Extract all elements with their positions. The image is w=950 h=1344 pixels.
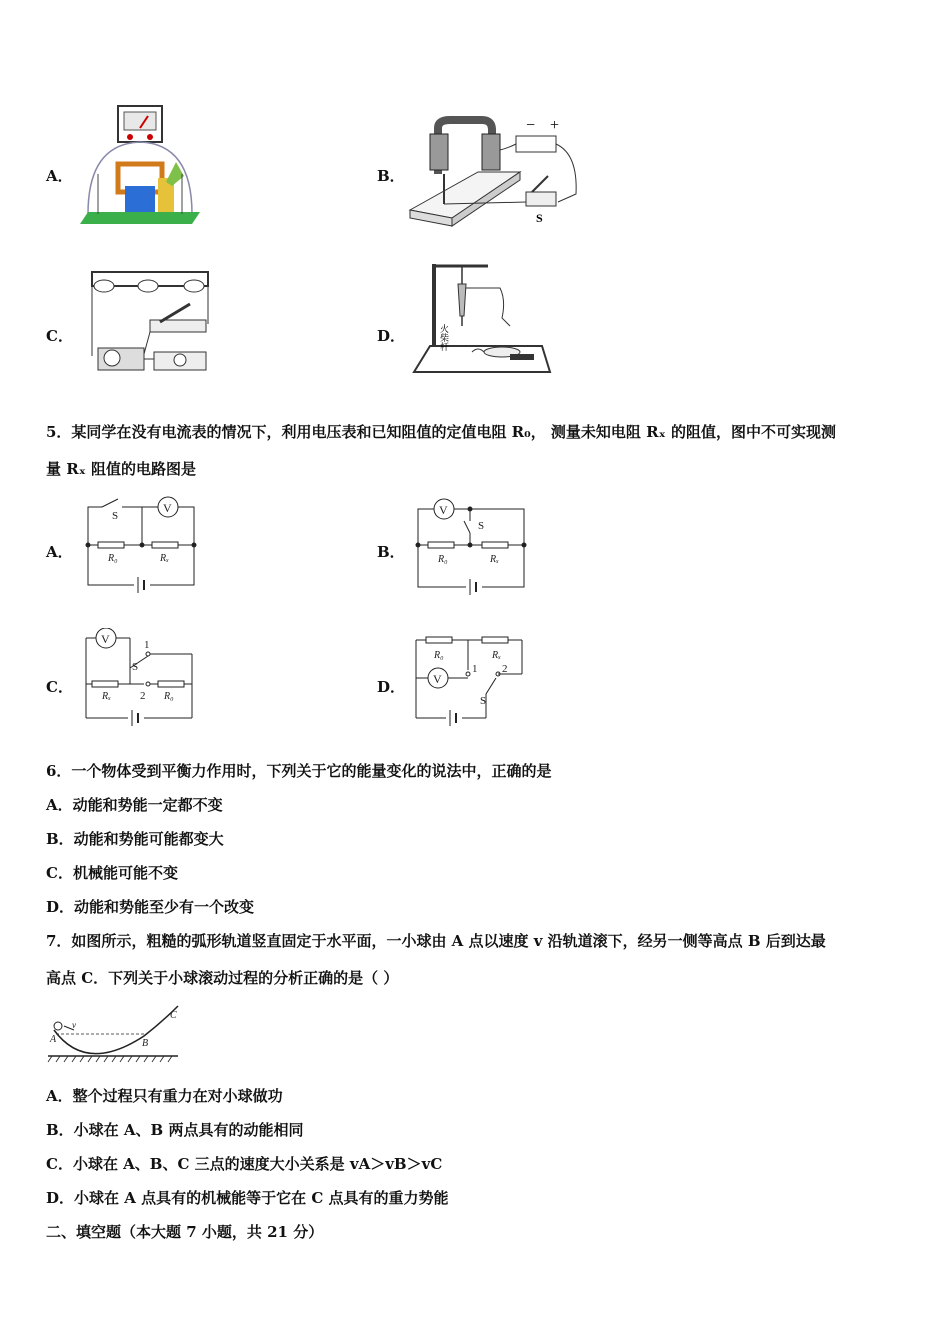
q5-stem-line1: 5．某同学在没有电流表的情况下，利用电压表和已知阻值的定值电阻 R₀， 测量未知电阻 Rₓ 的阻值，图中不可实现测: [46, 423, 836, 441]
q6-option-d: D．动能和势能至少有一个改变: [46, 898, 255, 916]
voltmeter-label: V: [439, 503, 448, 517]
r0-label: R₀: [434, 650, 444, 661]
q4-option-d-label: D．: [377, 327, 406, 345]
q5-stem-line2: 量 Rₓ 阻值的电路图是: [46, 460, 197, 478]
switch-label: S: [478, 520, 485, 532]
q6-option-c: C．机械能可能不变: [46, 864, 178, 882]
rx-label: Rₓ: [102, 691, 111, 702]
q5-option-a-label: A．: [46, 543, 73, 561]
point-b-label: B: [142, 1038, 149, 1049]
q5-option-d-label: D．: [377, 678, 406, 696]
velocity-label: v: [72, 1020, 76, 1030]
q7-stem-line1: 7．如图所示，粗糙的弧形轨道竖直固定于水平面，一小球由 A 点以速度 v 沿轨道滚下，经另一侧等高点 B 后到达最: [46, 932, 826, 950]
svg-text:+: +: [550, 117, 560, 134]
svg-text:S: S: [536, 211, 543, 225]
q7-option-a: A．整个过程只有重力在对小球做功: [46, 1087, 283, 1105]
switch-pos2-label: 2: [502, 663, 508, 675]
q4-figure-b-electromagnet: [408, 114, 584, 232]
q4-figure-a-generator: [80, 104, 210, 228]
r0-label: R₀: [438, 554, 448, 565]
svg-text:−: −: [526, 117, 536, 134]
switch-label: S: [112, 510, 119, 522]
switch-pos1-label: 1: [472, 663, 478, 675]
rx-label: Rₓ: [492, 650, 501, 661]
q5-option-c-label: C．: [46, 678, 73, 696]
section2-heading: 二、填空题（本大题 7 小题，共 21 分）: [46, 1223, 324, 1241]
point-c-label: C: [170, 1010, 177, 1021]
q7-option-c: C．小球在 A、B、C 三点的速度大小关系是 vA＞vB＞vC: [46, 1155, 443, 1173]
switch-pos1-label: 1: [144, 639, 150, 651]
q5-circuit-a: [82, 495, 200, 593]
switch-label: S: [480, 695, 487, 707]
q5-circuit-d: [410, 630, 528, 726]
switch-label: S: [132, 661, 139, 673]
voltmeter-label: V: [101, 632, 110, 646]
r0-label: R₀: [108, 553, 118, 564]
voltmeter-label: V: [433, 672, 442, 686]
q4-figure-c-circuit: [86, 264, 214, 376]
rx-label: Rₓ: [160, 553, 169, 564]
q6-option-b: B．动能和势能可能都变大: [46, 830, 224, 848]
q5-circuit-b: [412, 495, 530, 595]
switch-pos2-label: 2: [140, 690, 146, 702]
q5-option-b-label: B．: [377, 543, 405, 561]
q6-option-a: A．动能和势能一定都不变: [46, 796, 223, 814]
q4-option-b-label: B．: [377, 167, 405, 185]
voltmeter-label: V: [163, 501, 172, 515]
fig-d-matchstick-label: 火柴杆: [439, 324, 449, 351]
q7-option-b: B．小球在 A、B 两点具有的动能相同: [46, 1121, 304, 1139]
q7-track-figure: [46, 1000, 182, 1066]
r0-label: R₀: [164, 691, 174, 702]
q5-circuit-c: [82, 628, 200, 726]
q6-stem: 6．一个物体受到平衡力作用时，下列关于它的能量变化的说法中，正确的是: [46, 762, 552, 780]
q4-figure-d-stand: [410, 260, 552, 378]
q4-option-c-label: C．: [46, 327, 73, 345]
rx-label: Rₓ: [490, 554, 499, 565]
point-a-label: A: [50, 1034, 57, 1045]
q7-option-d: D．小球在 A 点具有的机械能等于它在 C 点具有的重力势能: [46, 1189, 449, 1207]
q7-stem-line2: 高点 C．下列关于小球滚动过程的分析正确的是（ ）: [46, 969, 399, 987]
q4-option-a-label: A．: [46, 167, 73, 185]
